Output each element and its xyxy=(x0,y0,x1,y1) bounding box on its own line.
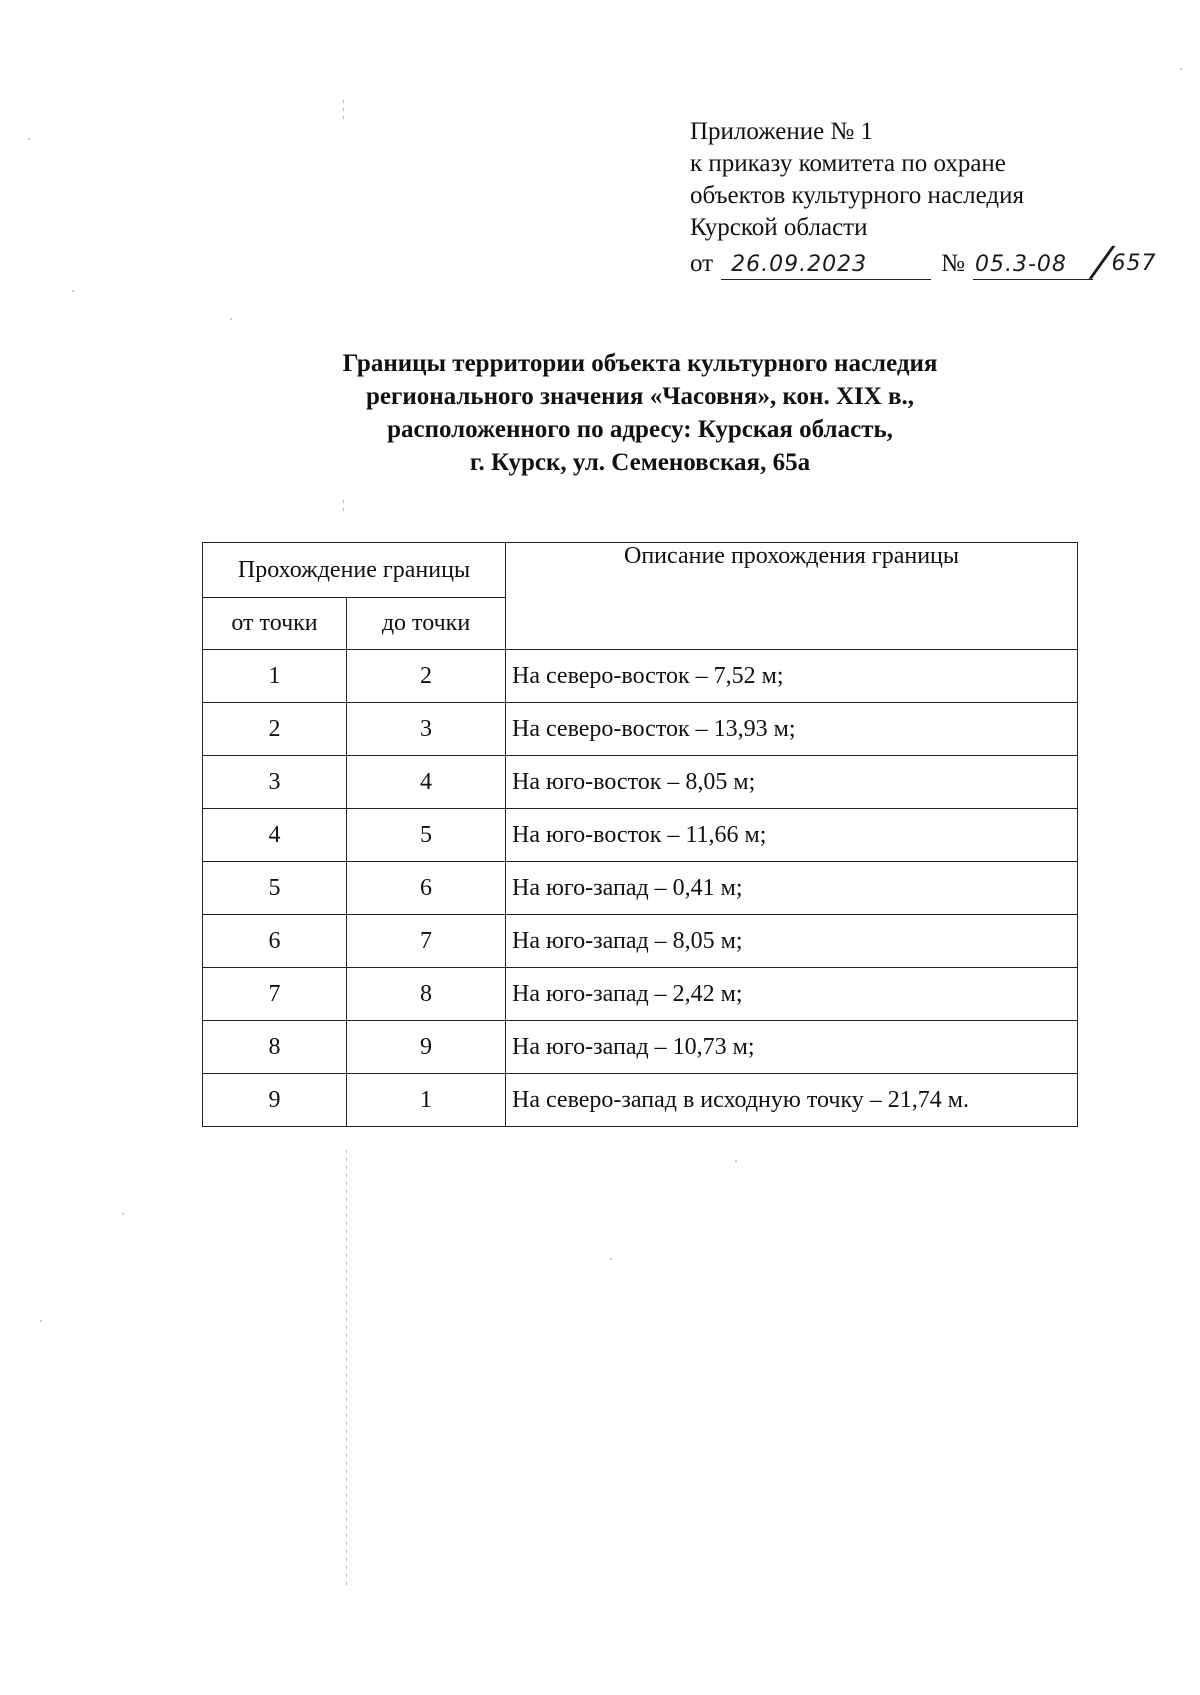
table-row xyxy=(203,1021,1078,1074)
cell-to: 5 xyxy=(347,809,506,862)
title-line: Границы территории объекта культурного наследия xyxy=(342,350,938,377)
handwritten-number: 05.3-08 xyxy=(973,251,1093,280)
table-row xyxy=(203,756,1078,809)
scan-artifact xyxy=(343,100,344,120)
scan-artifact xyxy=(1180,68,1182,70)
cell-description: На юго-запад – 8,05 м; xyxy=(506,915,1078,968)
scan-artifact xyxy=(735,1160,737,1162)
handwritten-date: 26.09.2023 xyxy=(721,251,931,280)
cell-to: 1 xyxy=(347,1074,506,1127)
annex-line: Курской области xyxy=(690,214,868,241)
cell-from: 7 xyxy=(203,968,347,1021)
number-label: № xyxy=(941,250,965,277)
annex-block xyxy=(690,116,1157,285)
scan-artifact xyxy=(28,138,30,140)
header-description: Описание прохождения границы xyxy=(506,543,1078,650)
cell-description: На северо-восток – 7,52 м; xyxy=(506,650,1078,703)
date-label: от xyxy=(690,250,714,277)
title-line: г. Курск, ул. Семеновская, 65а xyxy=(469,449,811,476)
cell-to: 9 xyxy=(347,1021,506,1074)
document-title xyxy=(200,347,1080,479)
cell-from: 3 xyxy=(203,756,347,809)
scan-artifact xyxy=(610,1258,612,1260)
cell-from: 9 xyxy=(203,1074,347,1127)
scan-artifact xyxy=(343,500,344,514)
cell-from: 2 xyxy=(203,703,347,756)
title-line: расположенного по адресу: Курская область, xyxy=(387,416,893,443)
annex-line: объектов культурного наследия xyxy=(690,182,1024,209)
cell-to: 4 xyxy=(347,756,506,809)
cell-description: На юго-запад – 2,42 м; xyxy=(506,968,1078,1021)
cell-description: На северо-восток – 13,93 м; xyxy=(506,703,1078,756)
cell-description: На юго-восток – 11,66 м; xyxy=(506,809,1078,862)
table-row xyxy=(203,862,1078,915)
cell-to: 8 xyxy=(347,968,506,1021)
cell-description: На юго-восток – 8,05 м; xyxy=(506,756,1078,809)
cell-from: 5 xyxy=(203,862,347,915)
table-row xyxy=(203,915,1078,968)
cell-from: 8 xyxy=(203,1021,347,1074)
scan-artifact xyxy=(40,1320,42,1322)
annex-title: Приложение № 1 xyxy=(690,118,874,145)
cell-from: 6 xyxy=(203,915,347,968)
table-row xyxy=(203,650,1078,703)
handwritten-number-suffix: 657 xyxy=(1111,251,1157,276)
annex-line: к приказу комитета по охране xyxy=(690,150,1006,177)
cell-to: 7 xyxy=(347,915,506,968)
cell-from: 1 xyxy=(203,650,347,703)
cell-to: 3 xyxy=(347,703,506,756)
scan-artifact xyxy=(72,290,74,292)
scan-artifact xyxy=(122,1213,124,1215)
cell-to: 2 xyxy=(347,650,506,703)
table-row xyxy=(203,968,1078,1021)
header-to-point: до точки xyxy=(347,598,506,650)
scan-artifact xyxy=(230,318,232,320)
cell-from: 4 xyxy=(203,809,347,862)
cell-description: На юго-запад – 0,41 м; xyxy=(506,862,1078,915)
header-from-point: от точки xyxy=(203,598,347,650)
order-reference xyxy=(690,239,1157,285)
boundary-table xyxy=(202,542,1078,1127)
header-boundary-passage: Прохождение границы xyxy=(203,543,506,598)
table-row xyxy=(203,703,1078,756)
slash-mark: / xyxy=(1090,239,1115,285)
scan-artifact xyxy=(346,1150,347,1590)
title-line: регионального значения «Часовня», кон. XIX в., xyxy=(365,383,915,410)
cell-description: На северо-запад в исходную точку – 21,74 м. xyxy=(506,1074,1078,1127)
table-row xyxy=(203,809,1078,862)
table-row xyxy=(203,1074,1078,1127)
cell-description: На юго-запад – 10,73 м; xyxy=(506,1021,1078,1074)
cell-to: 6 xyxy=(347,862,506,915)
